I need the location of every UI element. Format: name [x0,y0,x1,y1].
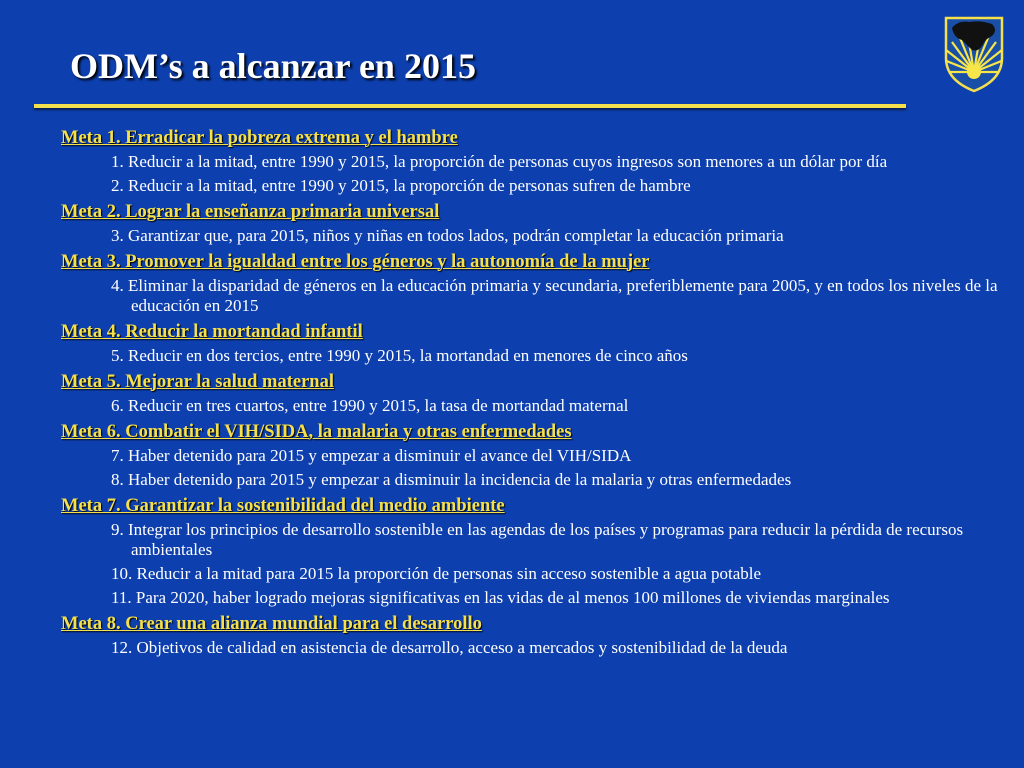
goal-heading: Meta 1. Erradicar la pobreza extrema y el hambre [61,128,458,148]
organization-shield-logo [942,14,1006,94]
objective-item: 1. Reducir a la mitad, entre 1990 y 2015, la proporción de personas cuyos ingresos son menores a un dólar por día [111,152,888,171]
objective-item: 3. Garantizar que, para 2015, niños y niñas en todos lados, podrán completar la educación primaria [111,226,784,245]
goals-list [61,126,1001,662]
goal-heading: Meta 7. Garantizar la sostenibilidad del medio ambiente [61,496,505,516]
objective-item: 2. Reducir a la mitad, entre 1990 y 2015, la proporción de personas sufren de hambre [111,176,691,195]
title-underline [34,104,906,108]
goal-heading: Meta 4. Reducir la mortandad infantil [61,322,363,342]
goal-heading: Meta 8. Crear una alianza mundial para el desarrollo [61,614,482,634]
objective-item: 8. Haber detenido para 2015 y empezar a disminuir la incidencia de la malaria y otras enfermedades [111,470,792,489]
goal-heading: Meta 2. Lograr la enseñanza primaria universal [61,202,440,222]
objective-item: 4. Eliminar la disparidad de géneros en la educación primaria y secundaria, preferiblemente para 2005, y en todos los niveles de la educación en 2015 [111,276,998,315]
goal-heading: Meta 6. Combatir el VIH/SIDA, la malaria y otras enfermedades [61,422,572,442]
slide-title: ODM’s a alcanzar en 2015 [70,46,476,86]
objective-item: 6. Reducir en tres cuartos, entre 1990 y 2015, la tasa de mortandad maternal [111,396,629,415]
goal-heading: Meta 5. Mejorar la salud maternal [61,372,334,392]
goal-heading: Meta 3. Promover la igualdad entre los géneros y la autonomía de la mujer [61,252,650,272]
objective-item: 11. Para 2020, haber logrado mejoras significativas en las vidas de al menos 100 millones de viviendas marginales [111,588,890,607]
objective-item: 12. Objetivos de calidad en asistencia de desarrollo, acceso a mercados y sostenibilidad de la deuda [111,638,788,657]
objective-item: 7. Haber detenido para 2015 y empezar a disminuir el avance del VIH/SIDA [111,446,632,465]
objective-item: 9. Integrar los principios de desarrollo sostenible en las agendas de los países y programas para reducir la pérdida de recursos ambientales [111,520,964,559]
objective-item: 5. Reducir en dos tercios, entre 1990 y 2015, la mortandad en menores de cinco años [111,346,688,365]
objective-item: 10. Reducir a la mitad para 2015 la proporción de personas sin acceso sostenible a agua potable [111,564,762,583]
